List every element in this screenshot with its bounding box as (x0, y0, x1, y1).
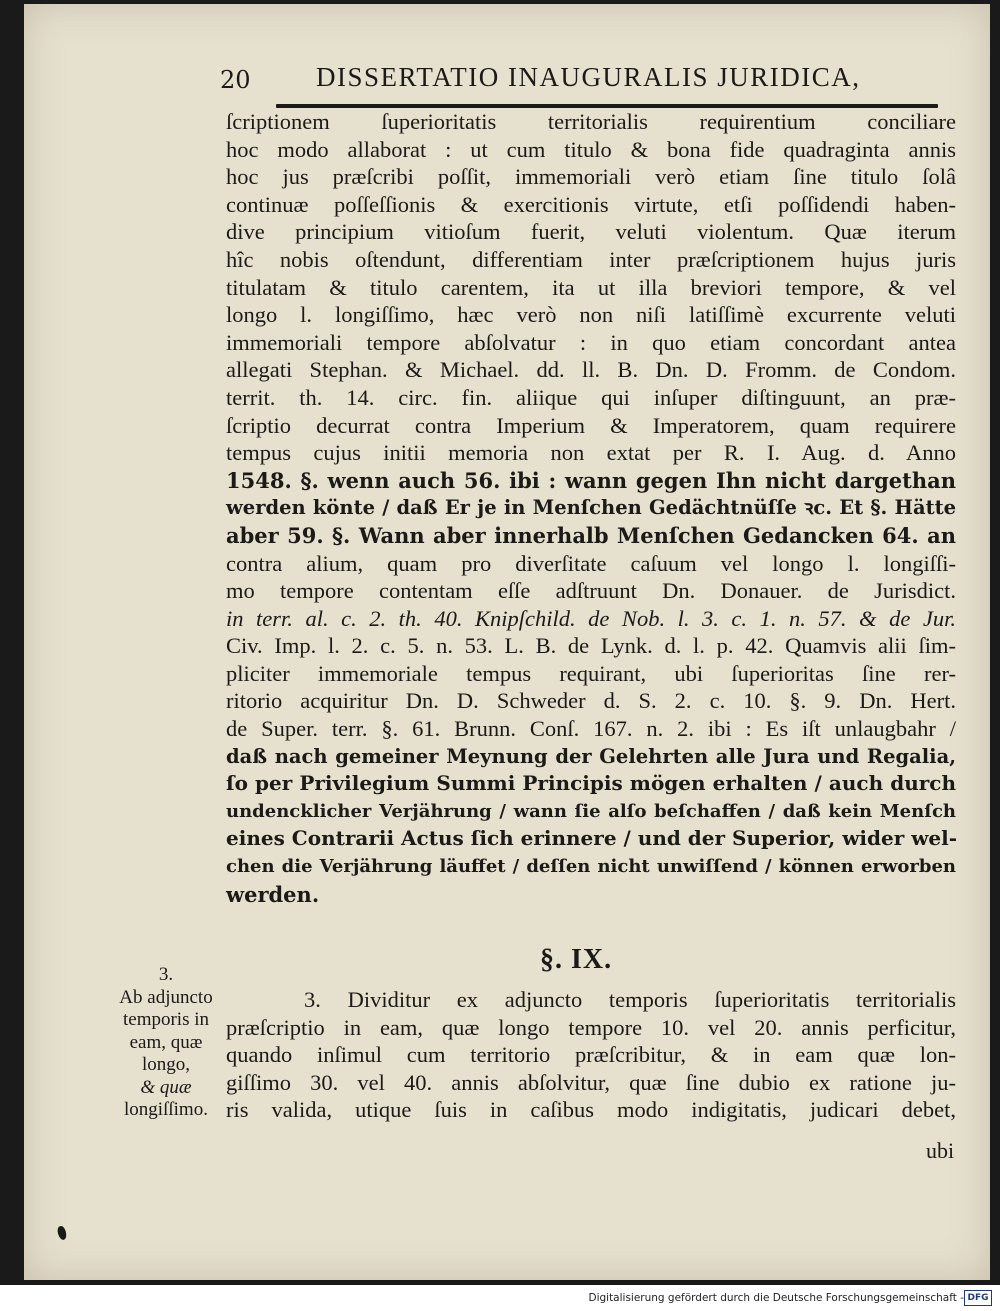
text-line: 3. Dividitur ex adjuncto temporis ſuperioritatis territorialis (304, 987, 956, 1012)
text-line: ſcriptio decurrat contra Imperium & Imperatorem, quam requirere (226, 412, 956, 438)
text-line: hoc modo allaborat : ut cum titulo & bona fide quadraginta annis (226, 136, 956, 162)
text-line: contra alium, quam pro diverſitate caſuum vel longo l. longiſſi- (226, 550, 956, 576)
marginal-line: eam, quæ (129, 1031, 203, 1053)
text-line: ſcriptionem ſuperioritatis territorialis requirentium conciliare (226, 109, 956, 134)
marginal-line: longo, (141, 1054, 191, 1075)
text-line: werden. (226, 881, 320, 907)
section-heading: §. IX. (540, 944, 613, 975)
marginal-number: 3. (158, 964, 174, 985)
text-line: longo l. longiſſimo, hæc verò non niſi latiſſimè excurrente veluti (226, 302, 956, 328)
text-line: quando inſimul cum territorio præſcribitur, & in eam quæ lon- (226, 1042, 956, 1068)
marginal-line: longiſſimo. (124, 1099, 208, 1120)
marginal-line: Ab adjuncto (119, 986, 213, 1008)
page-header (24, 60, 990, 100)
body-text (226, 108, 956, 908)
book-page (24, 4, 990, 1280)
text-line: mo tempore contentam eſſe adſtruunt Dn. Donauer. de Jurisdict. (226, 578, 956, 604)
marginal-line: temporis in (122, 1009, 210, 1030)
marginal-note (104, 964, 228, 1122)
text-line: giſſimo 30. vel 40. annis abſolvitur, quæ ſine dubio ex ratione ju- (226, 1069, 956, 1095)
text-line: hoc jus præſcribi poſſit, immemoriali verò etiam ſine titulo ſolâ (226, 164, 956, 190)
text-line: dive principium vitioſum fuerit, veluti violentum. Quæ iterum (226, 219, 956, 245)
text-line: continuæ poſſeſſionis & exercitionis virtute, etſi poſſidendi haben- (226, 191, 956, 217)
text-line: de Super. terr. §. 61. Brunn. Conſ. 167. n. 2. ibi : Es iſt unlaugbahr / (226, 716, 956, 742)
text-line: titulatam & titulo carentem, ita ut illa breviori tempore, & vel (226, 274, 956, 300)
text-line: allegati Stephan. & Michael. dd. ll. B. Dn. D. Fromm. de Condom. (226, 357, 956, 383)
text-line: eines Contrarii Actus ſich erinnere / und der Superior, wider wel- (226, 826, 958, 851)
text-line: Civ. Imp. l. 2. c. 5. n. 53. L. B. de Lynk. d. l. p. 42. Quamvis alii ſim- (226, 633, 956, 659)
section-text (226, 986, 956, 1124)
dfg-logo-icon: DFG (964, 1290, 992, 1306)
text-line: aber 59. §. Wann aber innerhalb Menſchen Gedancken 64. an (226, 522, 956, 548)
text-line: hîc nobis oſtendunt, differentiam inter præſcriptionem hujus juris (226, 246, 956, 272)
catchword: ubi (926, 1138, 955, 1163)
digitization-credit: Digitalisierung gefördert durch die Deutsche Forschungsgemeinschaft - (588, 1292, 964, 1304)
text-line: præſcriptio in eam, quæ longo tempore 10. vel 20. annis perficitur, (226, 1014, 956, 1040)
text-line: in terr. al. c. 2. th. 40. Knipſchild. de Nob. l. 3. c. 1. n. 57. & de Jur. (226, 605, 956, 631)
ink-blot-icon (56, 1225, 67, 1241)
page-number: 20 (220, 66, 251, 94)
text-line: pliciter immemoriale tempus requirant, ubi ſuperioritas ſine rer- (226, 660, 956, 686)
running-title: DISSERTATIO INAUGURALIS JURIDICA, (316, 62, 861, 92)
text-line: tempus cujus initii memoria non extat per R. I. Aug. d. Anno (226, 440, 956, 466)
text-line: werden könte / daß Er je in Menſchen Gedächtnüſſe ꝛc. Et §. Hätte (226, 496, 956, 520)
text-line: 1548. §. wenn auch 56. ibi : wann gegen Ihn nicht dargethan (226, 467, 956, 493)
text-line: undencklicher Verjährung / wann ſie alſo beſchaffen / daß kein Menſch (226, 800, 956, 822)
text-line: chen die Verjährung läuffet / deſſen nicht unwiſſend / können erworben (226, 856, 956, 878)
text-line: immemoriali tempore abſolvatur : in quo etiam concordant antea (226, 329, 956, 355)
text-line: daß nach gemeiner Meynung der Gelehrten alle Jura und Regalia, (226, 744, 956, 768)
text-line: territ. th. 14. circ. fin. aliique qui inſuper diſtinguunt, an præ- (226, 384, 956, 410)
marginal-line: & quæ (140, 1076, 192, 1098)
text-line: ritorio acquiritur Dn. D. Schweder d. S. 2. c. 10. §. 9. Dn. Hert. (226, 688, 956, 714)
text-line: ris valida, utique ſuis in caſibus modo indigitatis, judicari debet, (226, 1097, 956, 1123)
text-line: ſo per Privilegium Summi Principis mögen erhalten / auch durch (226, 771, 956, 796)
